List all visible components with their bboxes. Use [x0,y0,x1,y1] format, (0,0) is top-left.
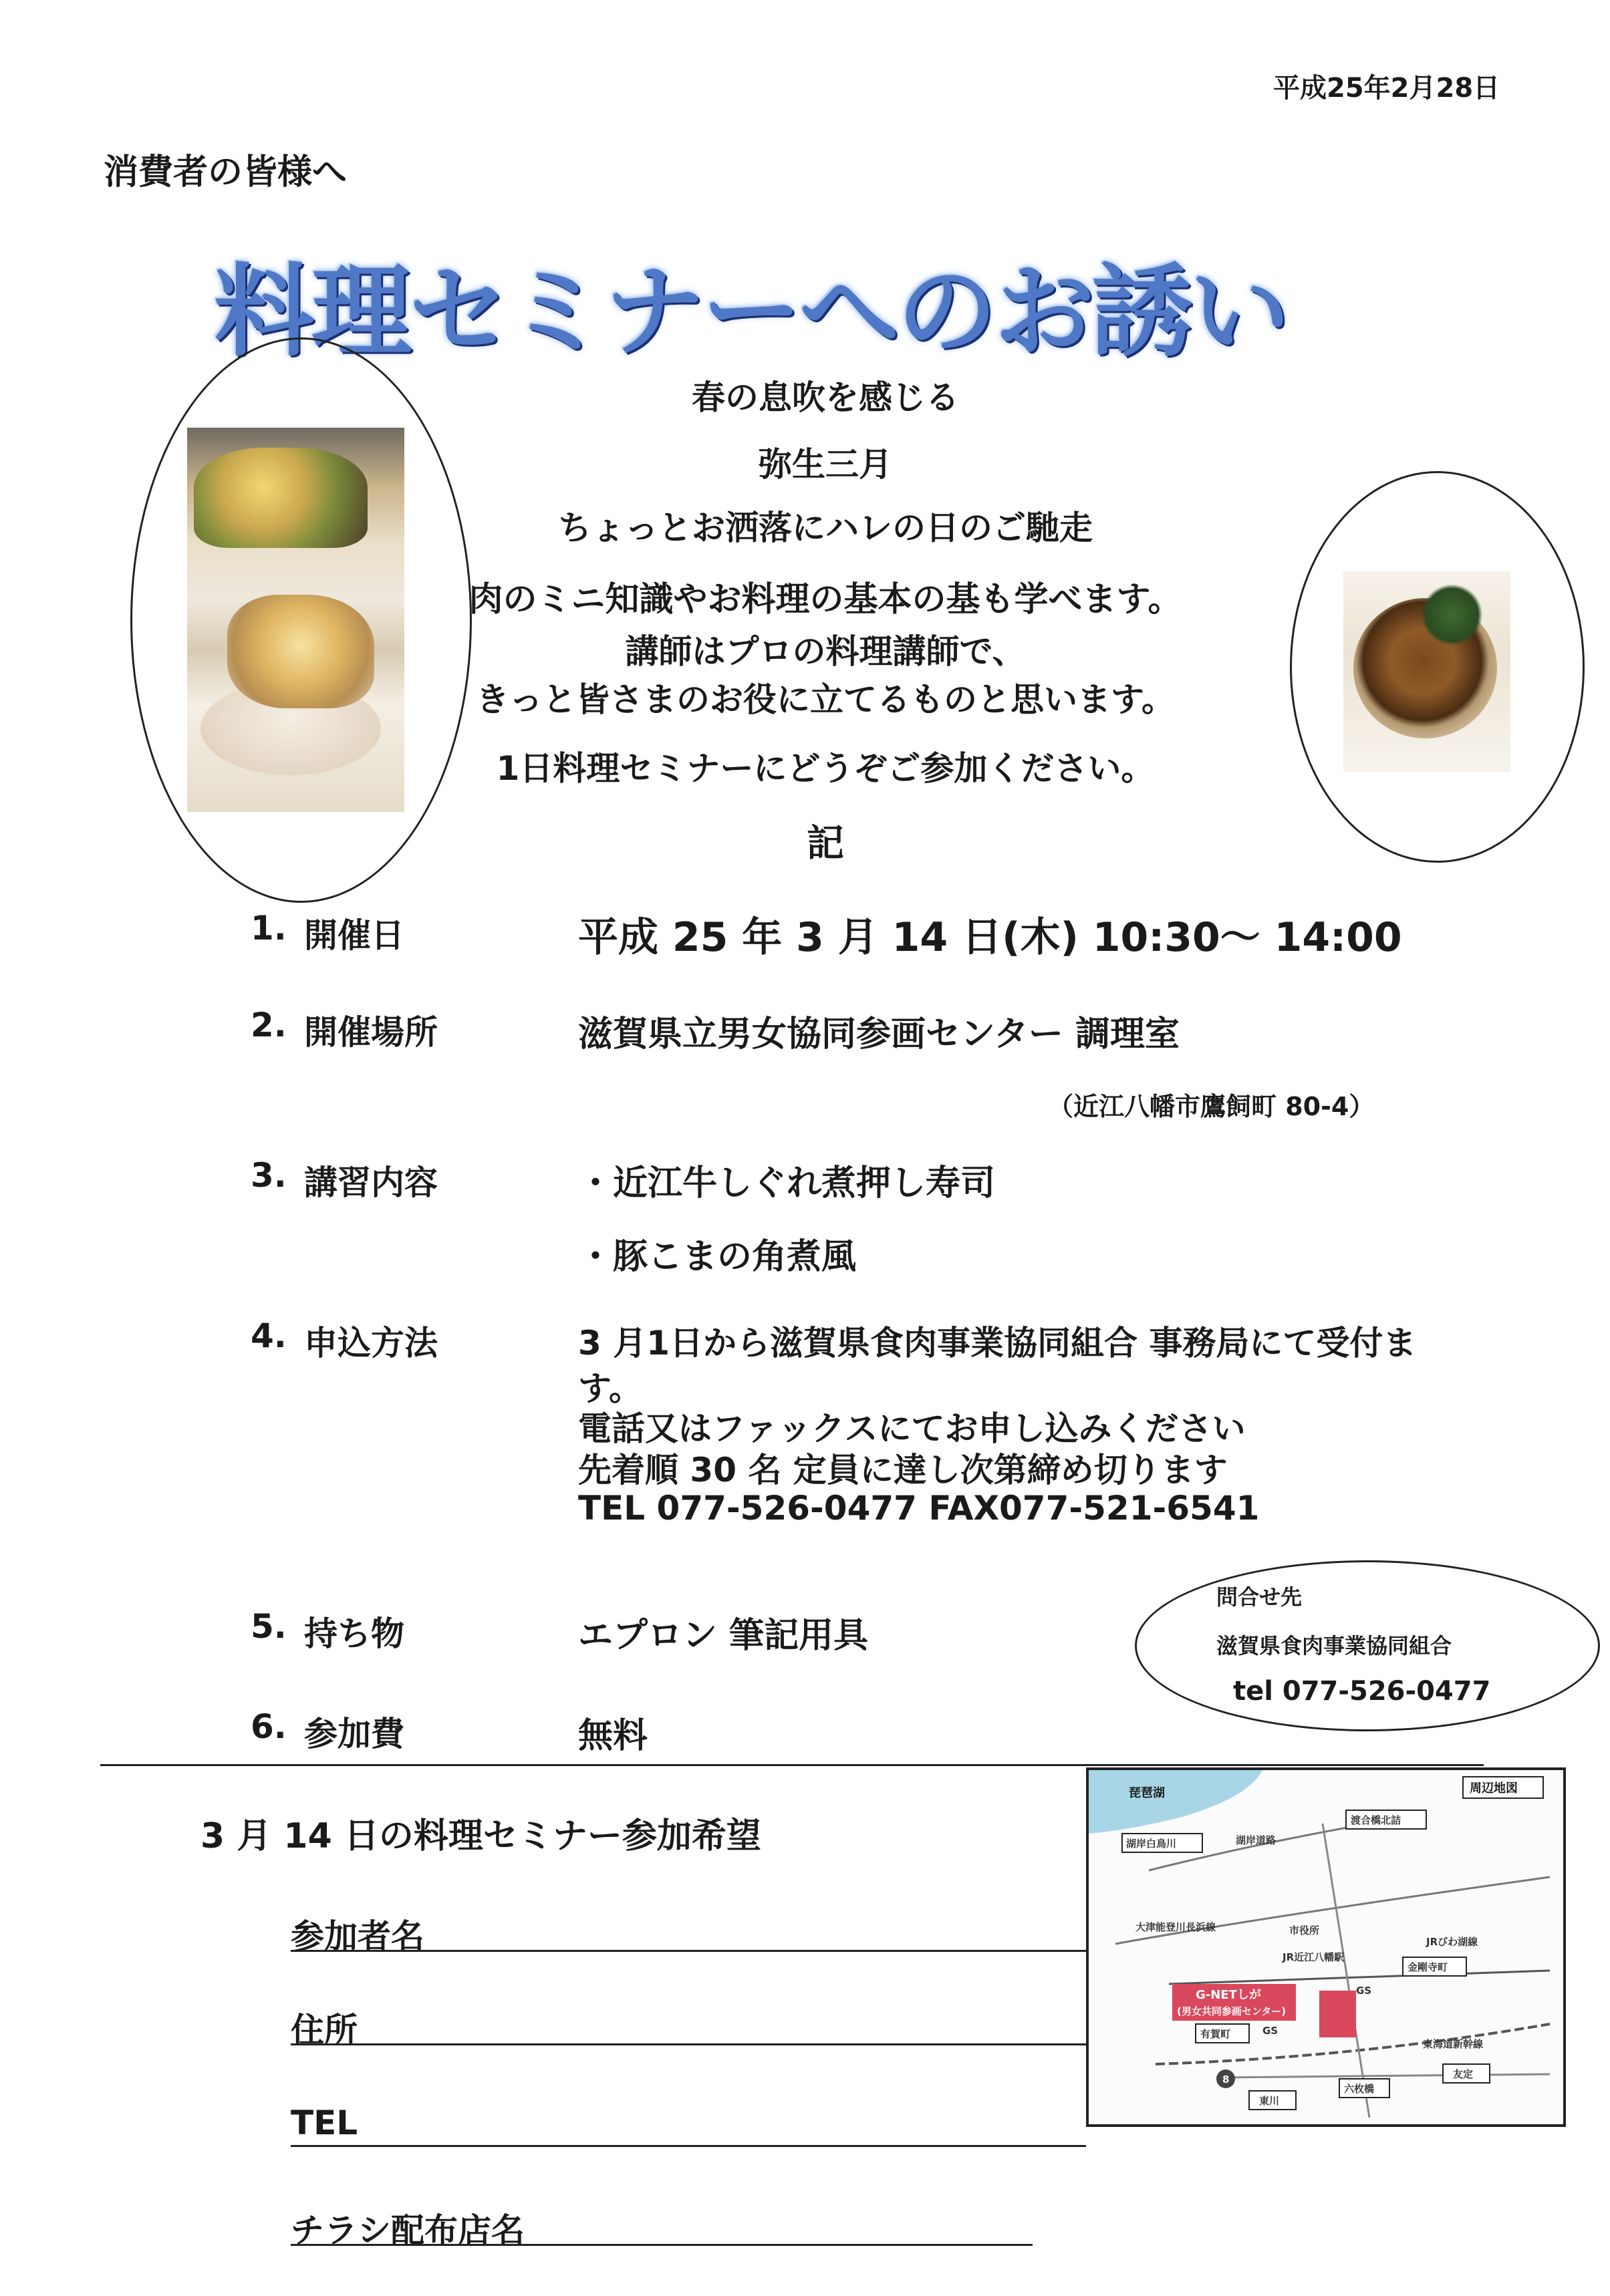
map-label: 東海道新幹線 [1423,2038,1484,2050]
lead-line: 弥生三月 [759,445,892,484]
item-label-content: 講習内容 [304,1163,438,1202]
lead-line: 1日料理セミナーにどうぞご参加ください。 [496,749,1155,788]
item-label-apply: 申込方法 [304,1324,438,1362]
map-venue-name: G-NETしが [1196,1988,1261,2002]
item-value-date: 平成 25 年 3 月 14 日(木) 10:30～ 14:00 [578,914,1402,961]
lead-line: 講師はプロの料理講師で、 [625,632,1026,671]
food-dish [194,448,368,548]
map-label: 金剛寺町 [1407,1961,1448,1973]
map-route-number: 8 [1222,2073,1230,2086]
item-label-fee: 参加費 [304,1715,404,1753]
item-number: 6. [251,1707,287,1746]
map-label: 有賀町 [1200,2028,1231,2040]
item-number: 2. [251,1006,287,1044]
food-photo-right [1343,571,1510,772]
map-graphic [1089,1770,1558,2119]
map-label: 渡合橋北詰 [1351,1814,1401,1826]
map-label: 友定 [1453,2068,1474,2080]
map-label: 市役所 [1289,1924,1320,1936]
map-label: 湖岸白鳥川 [1126,1838,1177,1850]
divider [100,1764,1484,1766]
field-label-tel: TEL [291,2104,358,2142]
document-date: 平成25年2月28日 [1273,73,1500,104]
food-dish [227,595,374,708]
apply-line: 先着順 30 名 定員に達し次第締め切ります [578,1451,1228,1489]
form-heading: 3 月 14 日の料理セミナー参加希望 [200,1816,761,1856]
apply-line: 3 月1日から滋賀県食肉事業協同組合 事務局にて受付ま [578,1324,1417,1362]
ki-marker: 記 [807,822,844,865]
apply-line: す。 [578,1369,642,1408]
apply-line: 電話又はファックスにてお申し込みください [578,1409,1246,1448]
map-label: 六枚橋 [1344,2083,1375,2095]
item-number: 3. [251,1156,287,1195]
name-field[interactable] [291,1950,1086,1952]
item-label-bring: 持ち物 [304,1614,404,1653]
item-value-bring: エプロン 筆記用具 [578,1616,869,1656]
item-label-place: 開催場所 [304,1013,438,1052]
contact-org: 滋賀県食肉事業協同組合 [1216,1633,1452,1659]
map-title: 周辺地図 [1470,1781,1518,1796]
map-label: GS [1262,2025,1279,2037]
tel-field[interactable] [291,2145,1086,2147]
lead-line: きっと皆さまのお役に立てるものと思います。 [476,680,1175,719]
map-label: 湖岸道路 [1236,1834,1277,1846]
item-value-fee: 無料 [578,1716,648,1756]
food-photo-left [187,428,404,812]
field-label-address: 住所 [291,2011,358,2049]
map-label: JRびわ湖線 [1426,1936,1478,1948]
field-label-store: チラシ配布店名 [291,2211,525,2250]
map-label: 大津能登川長浜線 [1135,1921,1216,1933]
contact-tel: tel 077-526-0477 [1233,1676,1491,1707]
address-field[interactable] [291,2043,1086,2045]
lead-line: 肉のミニ知識やお料理の基本の基も学べます。 [468,580,1182,619]
item-number: 4. [251,1316,287,1355]
greeting: 消費者の皆様へ [104,152,348,192]
map-venue-building [1319,1991,1356,2037]
store-field[interactable] [291,2244,1033,2246]
lead-line: 春の息吹を感じる [692,378,959,417]
contact-title: 問合せ先 [1216,1584,1303,1610]
map-venue-sub: (男女共同参画センター) [1177,2005,1287,2017]
page-title: 料理セミナーへのお誘い [214,254,1288,370]
content-item: ・近江牛しぐれ煮押し寿司 [578,1163,996,1203]
map-road [1323,1824,1372,2118]
item-label-date: 開催日 [304,916,404,955]
place-address: （近江八幡市鷹飼町 80-4） [1048,1092,1375,1121]
item-number: 5. [251,1607,287,1646]
area-map [1086,1767,1566,2127]
content-item: ・豚こまの角煮風 [578,1237,857,1277]
lake-shape [1089,1770,1262,1834]
map-label: 東川 [1259,2095,1280,2107]
item-number: 1. [251,909,287,948]
field-label-name: 参加者名 [291,1917,424,1956]
map-railway [1169,1971,1550,1984]
map-label: GS [1356,1985,1372,1997]
map-lake-label: 琵琶湖 [1129,1786,1165,1800]
map-road [1222,2074,1550,2077]
apply-line: TEL 077-526-0477 FAX077-521-6541 [578,1489,1260,1528]
garnish [1420,585,1484,645]
lead-line: ちょっとお洒落にハレの日のご馳走 [558,509,1093,547]
item-value-place: 滋賀県立男女協同参画センター 調理室 [578,1014,1180,1054]
map-label: JR近江八幡駅 [1283,1951,1345,1963]
